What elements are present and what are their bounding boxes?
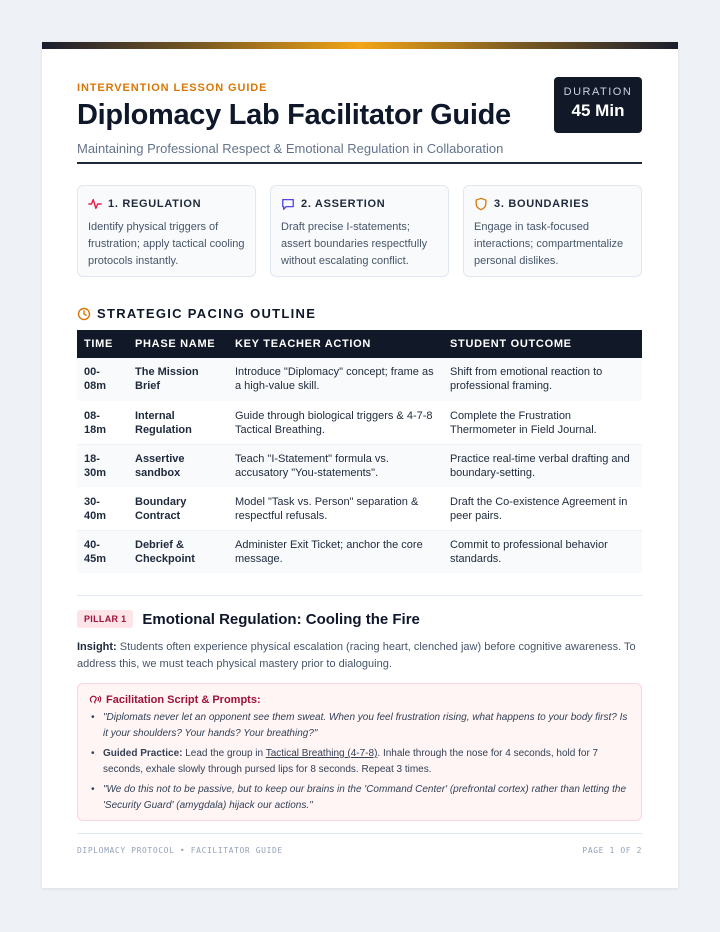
practice-text-post: . Inhale through the nose for 4 seconds, hold for 7 seconds, exhale slowly through pursed lips for 8 seconds. Repeat 3 times. <box>103 748 599 775</box>
pillar-card-title: 2. ASSERTION <box>301 198 386 210</box>
cell-action: Model "Task vs. Person" separation & respectful refusals. <box>228 487 443 530</box>
pillar-section-header <box>77 610 420 628</box>
pillar-card-title: 1. REGULATION <box>108 198 202 210</box>
cell-outcome: Commit to professional behavior standards. <box>443 530 642 573</box>
page-title: Diplomacy Lab Facilitator Guide <box>77 99 511 131</box>
list-item: • "Diplomats never let an opponent see them sweat. When you feel frustration rising, what happens to your body first? Is it your shoulders? Your hands? Your breathing?" <box>89 710 630 741</box>
insight-text: Students often experience physical escalation (racing heart, clenched jaw) before cognitive awareness. To address this, we must teach physical mastery prior to dialoguing. <box>77 641 636 670</box>
list-item: • "We do this not to be passive, but to keep our brains in the 'Command Center' (prefrontal cortex) rather than letting the 'Security Guard' (amygdala) hijack our actions." <box>89 782 630 813</box>
cell-time: 08-18m <box>77 401 128 444</box>
pillar-card-regulation <box>77 185 256 277</box>
column-header: KEY TEACHER ACTION <box>235 338 372 350</box>
pacing-table <box>77 330 642 574</box>
script-prompt-list <box>89 710 630 813</box>
pillar-card-body: Draft precise I-statements; assert boundaries respectfully without escalating conflict. <box>281 221 428 267</box>
pillar-badge: PILLAR 1 <box>77 610 133 628</box>
breathing-technique-link: Tactical Breathing (4-7-8) <box>265 748 378 759</box>
cell-action: Administer Exit Ticket; anchor the core message. <box>228 530 443 573</box>
footer-title: DIPLOMACY PROTOCOL • FACILITATOR GUIDE <box>77 846 283 855</box>
pulse-icon <box>88 197 102 211</box>
duration-value: 45 Min <box>571 101 625 120</box>
table-header-row <box>77 330 642 358</box>
table-row <box>77 530 642 573</box>
pillar-card-boundaries <box>463 185 642 277</box>
cell-time: 00-08m <box>77 358 128 401</box>
duration-badge <box>554 77 642 133</box>
cell-outcome: Complete the Frustration Thermometer in Field Journal. <box>443 401 642 444</box>
script-heading: Facilitation Script & Prompts: <box>106 693 261 706</box>
pillar-card-body: Engage in task-focused interactions; compartmentalize personal dislikes. <box>474 221 624 267</box>
facilitation-script-box <box>77 683 642 821</box>
cell-phase: Boundary Contract <box>128 487 228 530</box>
footer-divider <box>77 833 642 834</box>
cell-time: 40-45m <box>77 530 128 573</box>
speech-bubble-icon <box>281 197 295 211</box>
duration-label: DURATION <box>563 86 633 98</box>
section-divider <box>77 595 642 596</box>
cell-time: 30-40m <box>77 487 128 530</box>
cell-outcome: Draft the Co-existence Agreement in peer pairs. <box>443 487 642 530</box>
practice-text-pre: Lead the group in <box>182 748 266 759</box>
pillar-card-assertion <box>270 185 449 277</box>
outline-heading <box>77 306 316 321</box>
insight-paragraph <box>77 639 642 673</box>
cell-phase: Debrief & Checkpoint <box>128 530 228 573</box>
table-row <box>77 444 642 487</box>
page-number: PAGE 1 OF 2 <box>582 846 642 855</box>
list-item <box>89 746 630 777</box>
pillar-card-title: 3. BOUNDARIES <box>494 198 590 210</box>
cell-phase: Internal Regulation <box>128 401 228 444</box>
outline-heading-text: STRATEGIC PACING OUTLINE <box>97 306 317 321</box>
cell-outcome: Shift from emotional reaction to professional framing. <box>443 358 642 401</box>
column-header: TIME <box>84 338 114 350</box>
cell-time: 18-30m <box>77 444 128 487</box>
pillar-card-body: Identify physical triggers of frustration; apply tactical cooling protocols instantly. <box>88 221 245 267</box>
cell-action: Teach "I-Statement" formula vs. accusatory "You-statements". <box>228 444 443 487</box>
eyebrow-label: INTERVENTION LESSON GUIDE <box>77 82 268 94</box>
cell-phase: Assertive sandbox <box>128 444 228 487</box>
table-row <box>77 401 642 444</box>
column-header: PHASE NAME <box>135 338 216 350</box>
header-divider <box>77 162 642 164</box>
clock-icon <box>77 307 91 321</box>
pillar-cards <box>77 185 642 277</box>
accent-bar <box>42 42 678 49</box>
table-row <box>77 358 642 401</box>
voice-icon <box>89 693 102 706</box>
cell-action: Introduce "Diplomacy" concept; frame as a high-value skill. <box>228 358 443 401</box>
cell-phase: The Mission Brief <box>128 358 228 401</box>
insight-label: Insight: <box>77 641 117 653</box>
column-header: STUDENT OUTCOME <box>450 338 572 350</box>
page-subtitle: Maintaining Professional Respect & Emotional Regulation in Collaboration <box>77 141 504 156</box>
pillar-section-title: Emotional Regulation: Cooling the Fire <box>142 610 420 628</box>
table-row <box>77 487 642 530</box>
shield-icon <box>474 197 488 211</box>
cell-action: Guide through biological triggers & 4-7-8 Tactical Breathing. <box>228 401 443 444</box>
cell-outcome: Practice real-time verbal drafting and boundary-setting. <box>443 444 642 487</box>
practice-label: Guided Practice: <box>103 748 183 759</box>
guide-page <box>42 42 678 888</box>
